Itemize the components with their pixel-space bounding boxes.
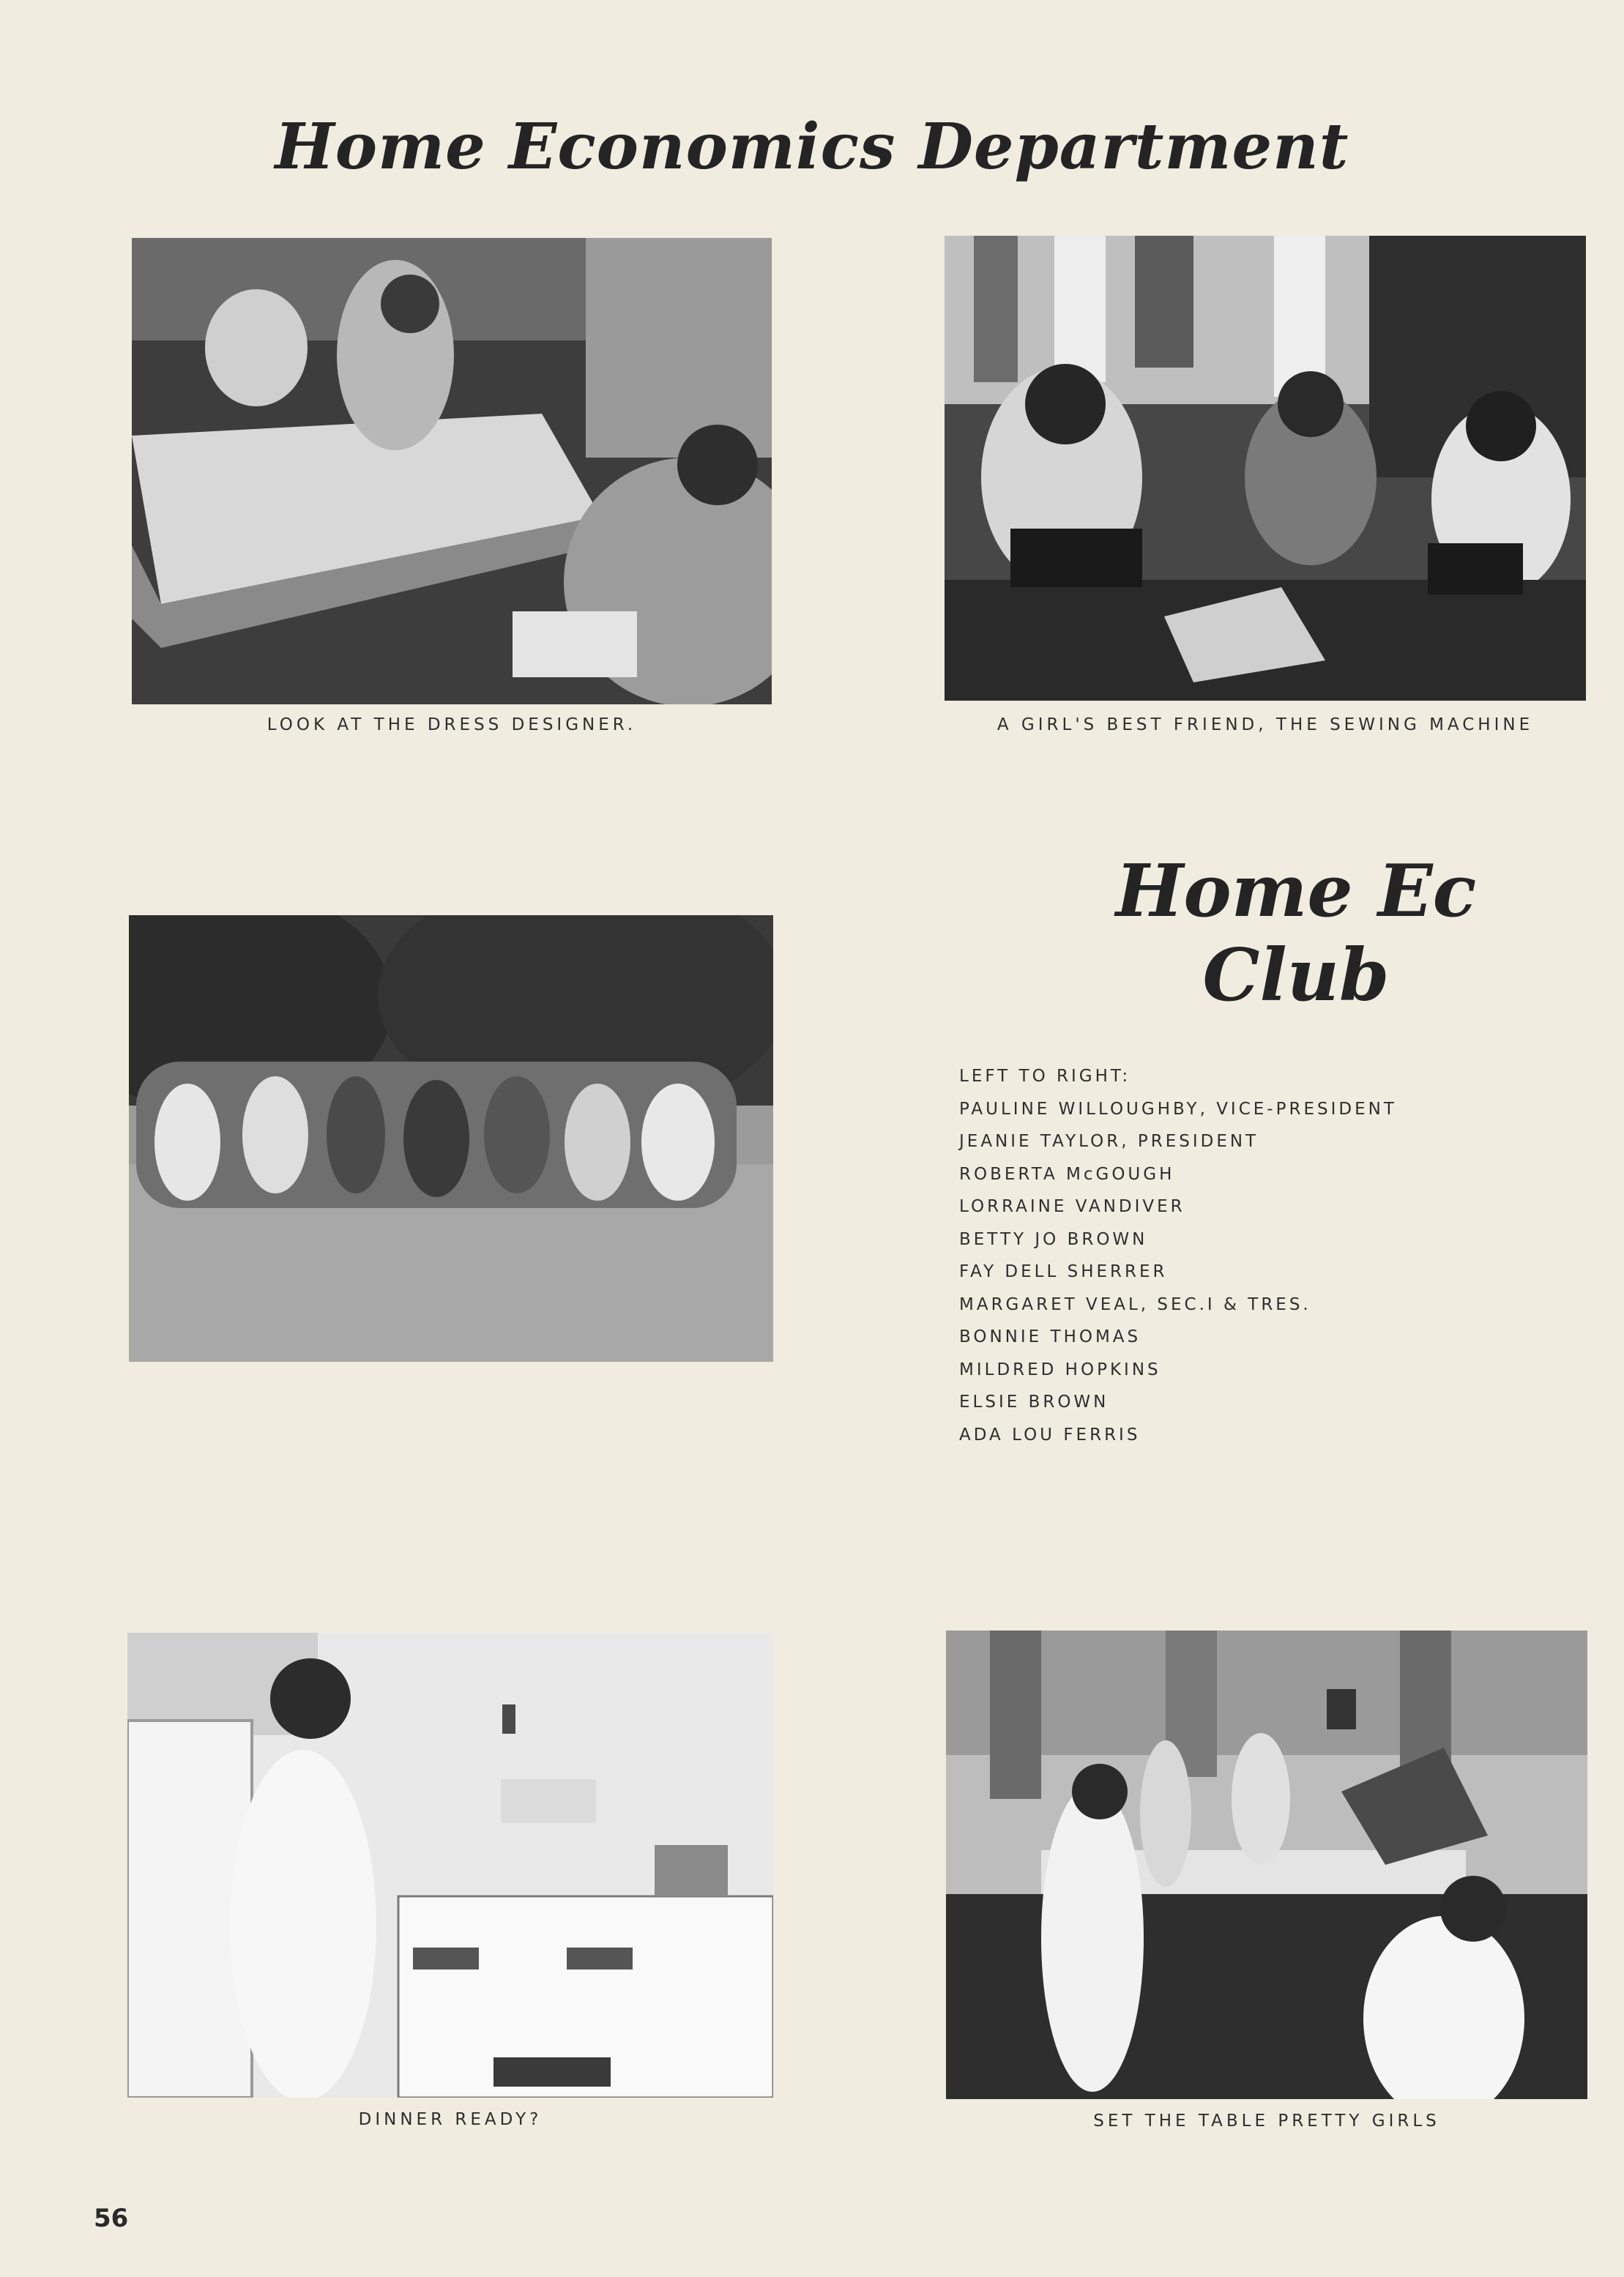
caption-dinner-ready: DINNER READY? [358, 2110, 543, 2129]
member-name: MARGARET VEAL, SEC.I & TRES. [959, 1294, 1311, 1314]
member-name: FAY DELL SHERRER [959, 1262, 1168, 1281]
member-name: ELSIE BROWN [959, 1393, 1109, 1412]
photo-set-the-table [946, 1631, 1587, 2099]
page-number: 56 [94, 2204, 129, 2233]
caption-sewing-machine: A GIRL'S BEST FRIEND, THE SEWING MACHINE [997, 715, 1534, 734]
member-name: JEANIE TAYLOR, PRESIDENT [959, 1132, 1259, 1151]
photo-dress-designer [132, 238, 772, 704]
club-title: Home Ec Club [1115, 849, 1477, 1018]
member-name: BONNIE THOMAS [959, 1327, 1141, 1346]
member-name: MILDRED HOPKINS [959, 1360, 1161, 1379]
member-name: LORRAINE VANDIVER [959, 1197, 1185, 1216]
member-name: PAULINE WILLOUGHBY, VICE-PRESIDENT [959, 1099, 1397, 1119]
member-name: ROBERTA McGOUGH [959, 1164, 1175, 1184]
photo-sewing-machine [945, 236, 1586, 701]
photo-club-group [129, 915, 773, 1362]
member-name: BETTY JO BROWN [959, 1229, 1148, 1249]
member-list-intro: LEFT TO RIGHT: [959, 1067, 1131, 1086]
page-title: Home Economics Department [275, 110, 1349, 184]
caption-set-the-table: SET THE TABLE PRETTY GIRLS [1093, 2112, 1440, 2131]
caption-dress-designer: LOOK AT THE DRESS DESIGNER. [267, 715, 637, 734]
photo-dinner-ready [127, 1633, 773, 2098]
member-name: ADA LOU FERRIS [959, 1425, 1141, 1445]
club-member-list [959, 1060, 1397, 1451]
